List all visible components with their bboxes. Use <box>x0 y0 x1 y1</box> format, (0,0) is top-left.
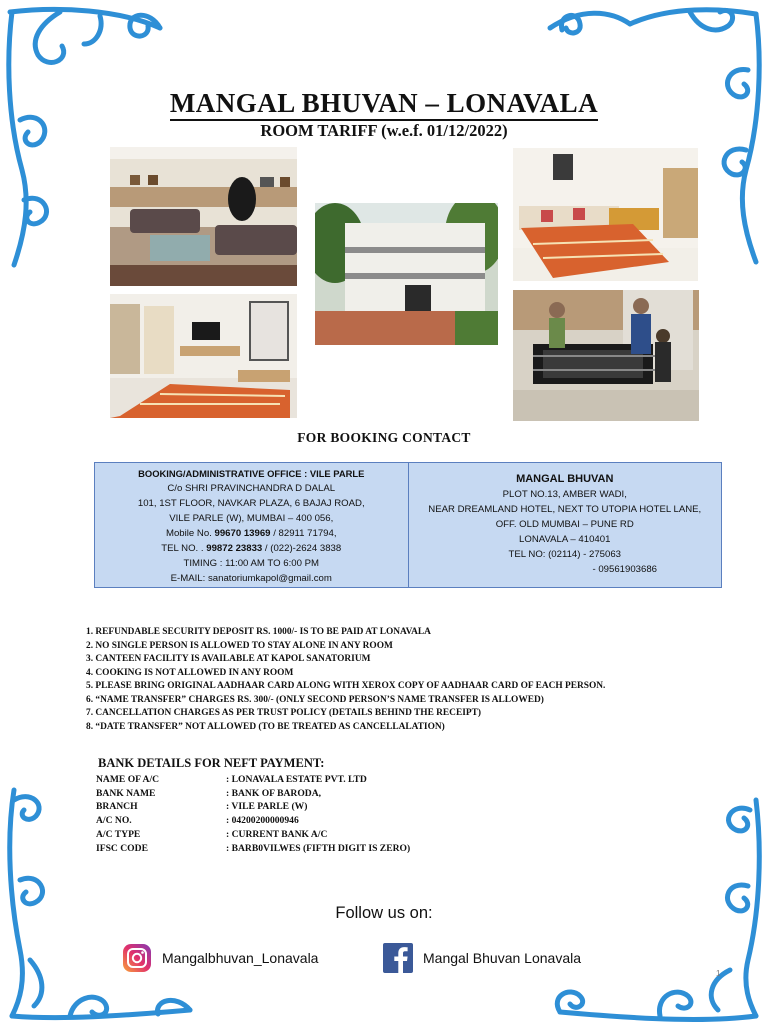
rule-item: 3. CANTEEN FACILITY IS AVAILABLE AT KAPOL SANATORIUM <box>86 654 371 664</box>
office-heading: MANGAL BHUVAN <box>516 473 614 485</box>
bank-value: : LONAVALA ESTATE PVT. LTD <box>226 774 367 785</box>
building-exterior-photo <box>315 203 498 345</box>
office-tel: TEL NO. . 99872 23833 / (022)-2624 3838 <box>161 543 342 554</box>
bank-details <box>96 773 410 855</box>
rules-list <box>86 626 605 734</box>
bank-value: : BANK OF BARODA, <box>226 787 322 799</box>
office-line: NEAR DREAMLAND HOTEL, NEXT TO UTOPIA HOTEL LANE, <box>428 504 702 515</box>
office-line: 101, 1ST FLOOR, NAVKAR PLAZA, 6 BAJAJ ROAD, <box>137 498 365 509</box>
bank-label: NAME OF A/C <box>96 774 160 785</box>
bank-value: : CURRENT BANK A/C <box>226 828 328 840</box>
bank-row <box>96 842 410 856</box>
rule-item: 1. REFUNDABLE SECURITY DEPOSIT RS. 1000/- IS TO BE PAID AT LONAVALA <box>86 627 431 637</box>
page-title: MANGAL BHUVAN – LONAVALA <box>0 88 768 119</box>
follow-us-heading: Follow us on: <box>335 904 433 922</box>
rule-item: 7. CANCELLATION CHARGES AS PER TRUST POLICY (DETAILS BEHIND THE RECEIPT) <box>86 708 481 718</box>
office-lonavala <box>409 463 722 587</box>
bank-value: : VILE PARLE (W) <box>226 801 308 813</box>
instagram-handle[interactable]: Mangalbhuvan_Lonavala <box>162 950 319 966</box>
foosball-photo <box>513 290 699 421</box>
bank-value: : 04200200000946 <box>226 815 299 827</box>
bank-label: A/C NO. <box>96 815 132 827</box>
facebook-page[interactable]: Mangal Bhuvan Lonavala <box>423 950 582 966</box>
bank-label: A/C TYPE <box>96 828 141 840</box>
bank-label: IFSC CODE <box>96 842 148 854</box>
instagram-icon <box>122 943 152 973</box>
bank-details-heading: BANK DETAILS FOR NEFT PAYMENT: <box>98 756 325 770</box>
office-heading: BOOKING/ADMINISTRATIVE OFFICE : VILE PARLE <box>138 468 365 479</box>
tariff-subtitle: ROOM TARIFF (w.e.f. 01/12/2022) <box>260 121 508 140</box>
bank-row <box>96 787 410 801</box>
booking-contact-heading: FOR BOOKING CONTACT <box>297 430 471 445</box>
office-line: C/o SHRI PRAVINCHANDRA D DALAL <box>167 483 336 494</box>
office-line: OFF. OLD MUMBAI – PUNE RD <box>495 519 634 530</box>
contact-table <box>94 462 722 588</box>
rule-item: 5. PLEASE BRING ORIGINAL AADHAAR CARD ALONG WITH XEROX COPY OF AADHAAR CARD OF EACH PERSON. <box>86 681 606 691</box>
bank-row <box>96 800 410 814</box>
bedroom-photo <box>513 148 698 281</box>
rule-item: 6. “NAME TRANSFER” CHARGES RS. 300/- (ONLY SECOND PERSON’S NAME TRANSFER IS ALLOWED) <box>86 694 544 705</box>
office-line: TEL NO: (02114) - 275063 <box>508 549 622 560</box>
office-vile-parle <box>95 463 409 587</box>
bank-label: BANK NAME <box>96 787 156 799</box>
rule-item: 2. NO SINGLE PERSON IS ALLOWED TO STAY ALONE IN ANY ROOM <box>86 640 393 651</box>
bank-row <box>96 773 410 787</box>
page-number: 1 <box>716 969 721 978</box>
office-timing: TIMING : 11:00 AM TO 6:00 PM <box>183 558 319 569</box>
office-line: PLOT NO.13, AMBER WADI, <box>502 489 627 500</box>
office-email[interactable]: E-MAIL: sanatoriumkapol@gmail.com <box>170 573 332 584</box>
office-mobile: Mobile No. 99670 13969 / 82911 71794, <box>165 528 337 539</box>
bank-label: BRANCH <box>96 801 138 813</box>
facebook-link[interactable] <box>383 943 581 973</box>
facebook-icon <box>383 943 413 973</box>
bedroom-desk-photo <box>110 294 297 418</box>
instagram-link[interactable] <box>122 943 318 973</box>
rule-item: 4. COOKING IS NOT ALLOWED IN ANY ROOM <box>86 667 294 678</box>
lounge-photo <box>110 147 297 286</box>
rule-item: 8. “DATE TRANSFER” NOT ALLOWED (TO BE TREATED AS CANCELLALATION) <box>86 721 445 732</box>
bank-row <box>96 814 410 828</box>
office-line: LONAVALA – 410401 <box>519 534 611 545</box>
bank-row <box>96 828 410 842</box>
office-line: - 09561903686 <box>592 564 658 575</box>
office-line: VILE PARLE (W), MUMBAI – 400 056, <box>169 513 334 524</box>
bank-value: : BARB0VILWES (FIFTH DIGIT IS ZERO) <box>226 842 411 854</box>
